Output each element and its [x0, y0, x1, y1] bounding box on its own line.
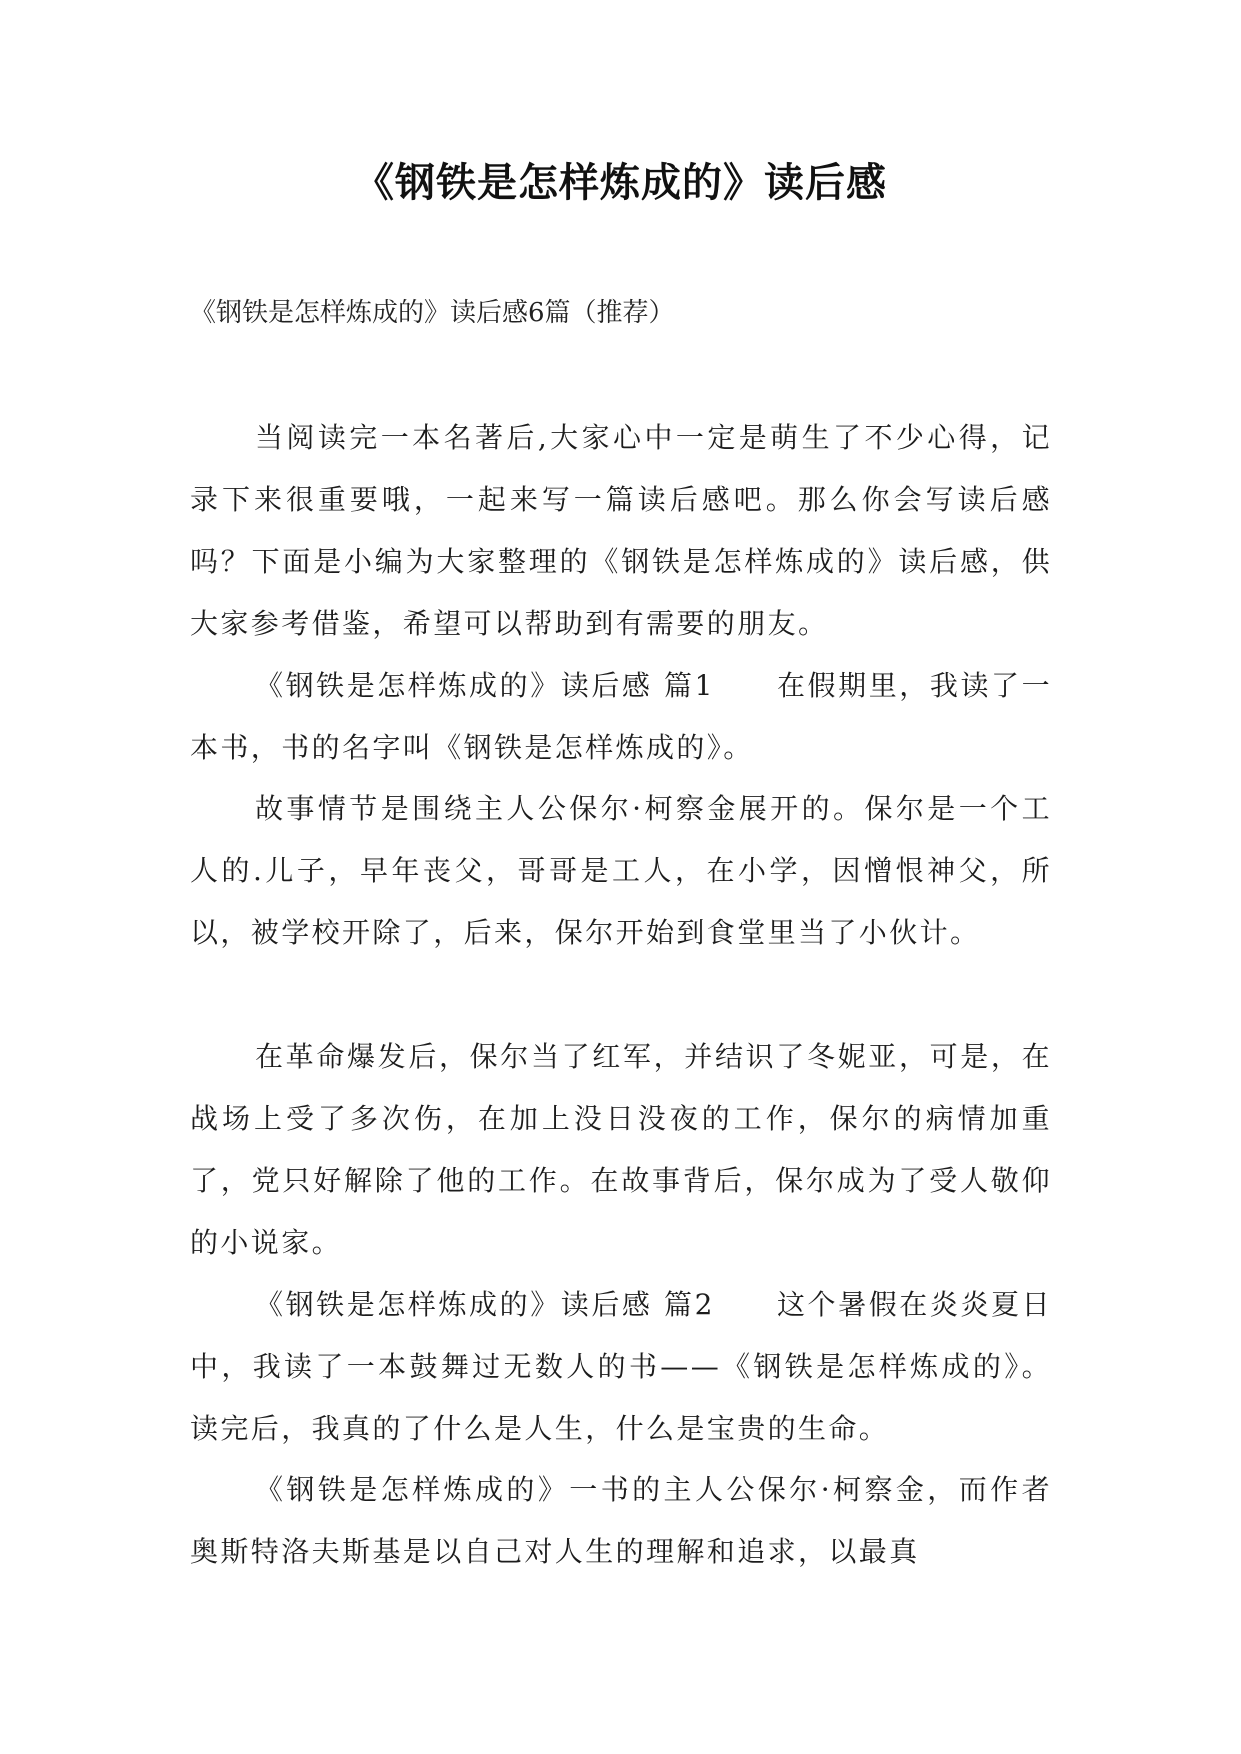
- chapter-2-text: 这个暑假在炎炎夏日中，我读了一本鼓舞过无数人的书——《钢铁是怎样炼成的》。读完后，我真的了什么是人生，什么是宝贵的生命。: [190, 1288, 1052, 1445]
- document-subtitle: 《钢铁是怎样炼成的》读后感6篇（推荐）: [190, 298, 675, 328]
- chapter-1-text: 在假期里，我读了一本书，书的名字叫《钢铁是怎样炼成的》。: [190, 669, 1052, 764]
- paragraph-revolution: 在革命爆发后，保尔当了红军，并结识了冬妮亚，可是，在战场上受了多次伤，在加上没日没夜的工作，保尔的病情加重了，党只好解除了他的工作。在故事背后，保尔成为了受人敬仰的小说家。: [190, 1040, 1052, 1259]
- paragraph-chapter-1: [190, 655, 1052, 779]
- document-title: 《钢铁是怎样炼成的》读后感: [354, 160, 887, 206]
- paragraph-author: 《钢铁是怎样炼成的》一书的主人公保尔·柯察金，而作者奥斯特洛夫斯基是以自己对人生的理解和追求，以最真: [190, 1473, 1052, 1568]
- paragraph-chapter-2: [190, 1274, 1052, 1460]
- chapter-1-heading: 《钢铁是怎样炼成的》读后感 篇1: [255, 669, 715, 702]
- chapter-2-heading: 《钢铁是怎样炼成的》读后感 篇2: [255, 1288, 715, 1321]
- paragraph-story: 故事情节是围绕主人公保尔·柯察金展开的。保尔是一个工人的.儿子，早年丧父，哥哥是工人，在小学，因憎恨神父，所以，被学校开除了，后来，保尔开始到食堂里当了小伙计。: [190, 792, 1052, 949]
- paragraph-intro: 当阅读完一本名著后,大家心中一定是萌生了不少心得，记录下来很重要哦，一起来写一篇读后感吧。那么你会写读后感吗？下面是小编为大家整理的《钢铁是怎样炼成的》读后感，供大家参考借鉴，希望可以帮助到有需要的朋友。: [190, 421, 1052, 640]
